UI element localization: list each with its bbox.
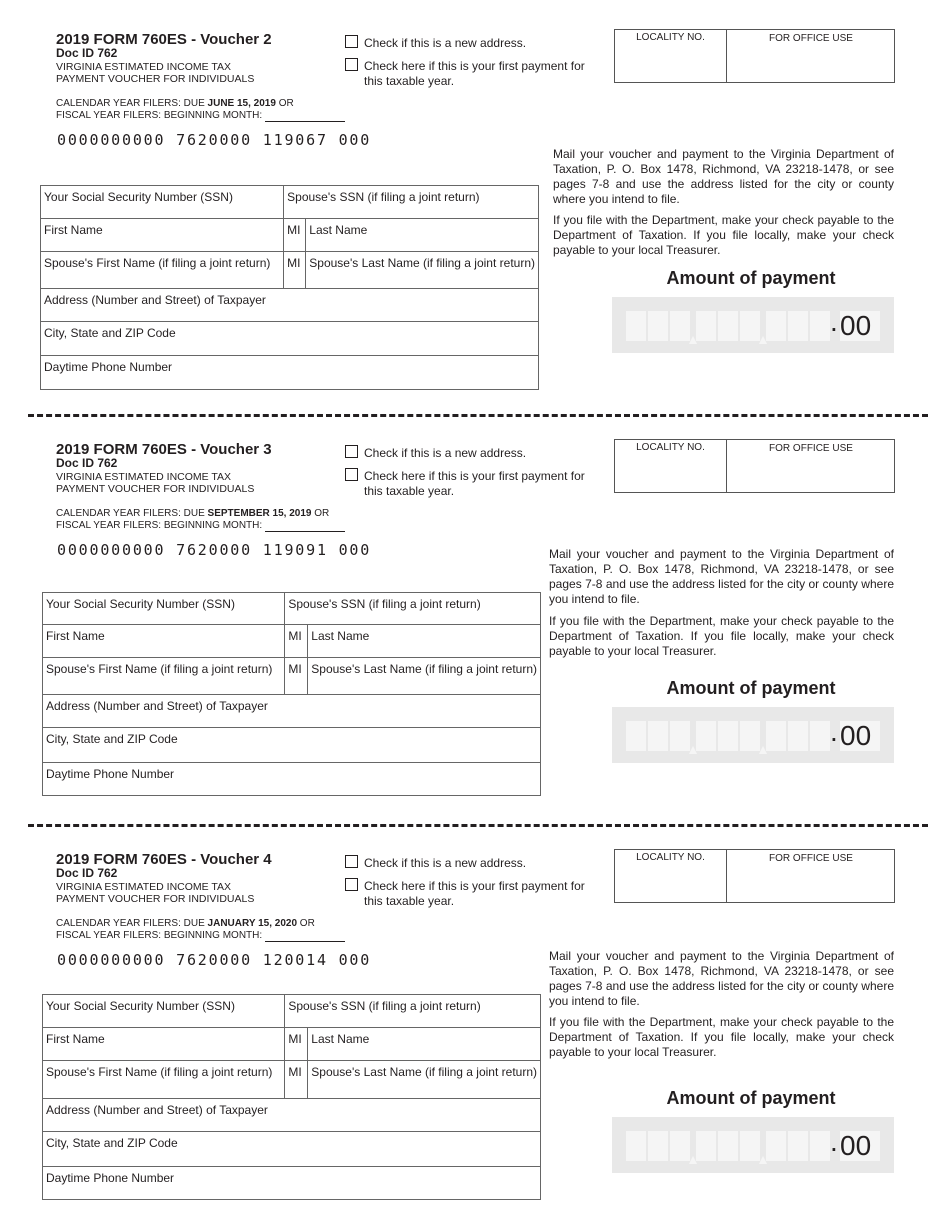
doc-id: Doc ID 762 [56,46,118,60]
spouse-ssn-field[interactable] [285,593,541,625]
spouse-mi-label: MI [288,662,302,676]
amount-cents: 00 [840,721,880,751]
amount-cents: 00 [840,311,880,341]
spouse-first-name-label: Spouse's First Name (if filing a joint return) [44,256,271,270]
amount-cells[interactable] [626,311,828,341]
last-name-field[interactable] [308,625,541,658]
address-label: Address (Number and Street) of Taxpayer [46,1103,268,1117]
first-name-label: First Name [46,629,105,643]
mi-field[interactable] [284,219,306,252]
address-field[interactable] [43,695,541,728]
for-office-use: FOR OFFICE USE [769,33,853,44]
office-box [614,29,895,83]
new-address-checkbox[interactable] [345,35,358,48]
mail-instructions: Mail your voucher and payment to the Virginia Department of Taxation, P. O. Box 1478, Richmond, VA 23218-1478, or see pages 7-8 and use the address listed for the city or county where you intend to file. [549,949,894,1008]
ssn-field[interactable] [41,186,284,219]
fiscal-line [56,930,345,942]
first-payment-label: Check here if this is your first payment for this taxable year. [364,469,585,498]
voucher-4 [0,820,950,1230]
first-name-label: First Name [46,1032,105,1046]
amount-decimal: . [830,306,838,337]
mi-label: MI [288,1032,302,1046]
city-field[interactable] [41,322,539,356]
mi-label: MI [288,629,302,643]
last-name-label: Last Name [311,629,370,643]
voucher-title: 2019 FORM 760ES - Voucher 4 [56,851,272,868]
due-line [56,508,329,520]
amount-cells[interactable] [626,721,828,751]
address-label: Address (Number and Street) of Taxpayer [44,293,266,307]
payable-instructions: If you file with the Department, make your check payable to the Department of Taxation. If you file locally, make your check payable to your local Treasurer. [549,1015,894,1059]
due-prefix: CALENDAR YEAR FILERS: DUE [56,98,208,109]
ssn-label: Your Social Security Number (SSN) [44,190,233,204]
spouse-last-name-field[interactable] [308,658,541,695]
last-name-label: Last Name [311,1032,370,1046]
mi-field[interactable] [285,625,308,658]
spouse-first-name-field[interactable] [43,658,285,695]
phone-field[interactable] [41,356,539,390]
spouse-ssn-label: Spouse's SSN (if filing a joint return) [287,190,480,204]
ssn-label: Your Social Security Number (SSN) [46,597,235,611]
voucher-2 [0,0,950,410]
due-date: SEPTEMBER 15, 2019 [207,508,312,519]
subtitle-tax: VIRGINIA ESTIMATED INCOME TAX [56,471,232,483]
spouse-first-name-field[interactable] [41,252,284,289]
first-name-field[interactable] [41,219,284,252]
amount-cells[interactable] [626,1131,828,1161]
phone-field[interactable] [43,763,541,796]
spouse-last-name-label: Spouse's Last Name (if filing a joint return) [309,256,535,270]
address-field[interactable] [43,1099,541,1132]
fiscal-label: FISCAL YEAR FILERS: BEGINNING MONTH: [56,520,263,531]
subtitle-voucher: PAYMENT VOUCHER FOR INDIVIDUALS [56,73,255,85]
due-suffix: OR [311,508,330,519]
due-line [56,918,315,930]
subtitle-tax: VIRGINIA ESTIMATED INCOME TAX [56,61,232,73]
taxpayer-info-table [40,185,539,390]
city-label: City, State and ZIP Code [46,1136,178,1150]
spouse-ssn-field[interactable] [284,186,539,219]
first-payment-checkbox[interactable] [345,878,358,891]
first-payment-label: Check here if this is your first payment for this taxable year. [364,879,585,908]
spouse-mi-label: MI [288,1065,302,1079]
due-prefix: CALENDAR YEAR FILERS: DUE [56,508,208,519]
spouse-mi-field[interactable] [285,658,308,695]
payable-instructions: If you file with the Department, make your check payable to the Department of Taxation. If you file locally, make your check payable to your local Treasurer. [549,614,894,658]
voucher-3 [0,410,950,820]
locality-no[interactable]: LOCALITY NO. [615,30,727,82]
subtitle-voucher: PAYMENT VOUCHER FOR INDIVIDUALS [56,483,255,495]
taxpayer-info-table [42,592,541,796]
spouse-last-name-field[interactable] [308,1061,541,1099]
due-suffix: OR [297,918,315,929]
doc-id: Doc ID 762 [56,866,118,880]
fiscal-line [56,110,345,122]
fiscal-month-field[interactable] [265,521,345,532]
new-address-label: Check if this is a new address. [364,36,527,50]
spouse-ssn-label: Spouse's SSN (if filing a joint return) [288,597,481,611]
scanline: 0000000000 7620000 119067 000 [57,131,372,149]
first-payment-label: Check here if this is your first payment for this taxable year. [364,59,585,88]
locality-no[interactable]: LOCALITY NO. [615,440,727,492]
phone-label: Daytime Phone Number [46,1171,175,1185]
locality-no[interactable]: LOCALITY NO. [615,850,727,902]
spouse-mi-field[interactable] [284,252,306,289]
phone-label: Daytime Phone Number [46,767,175,781]
scanline: 0000000000 7620000 119091 000 [57,541,372,559]
spouse-last-name-label: Spouse's Last Name (if filing a joint return) [311,662,537,676]
amount-cents: 00 [840,1131,880,1161]
amount-title: Amount of payment [666,678,836,698]
new-address-label: Check if this is a new address. [364,446,527,460]
first-payment-checkbox[interactable] [345,468,358,481]
voucher-title: 2019 FORM 760ES - Voucher 2 [56,31,272,48]
mail-instructions: Mail your voucher and payment to the Virginia Department of Taxation, P. O. Box 1478, Richmond, VA 23218-1478, or see pages 7-8 and use the address listed for the city or county where you intend to file. [553,147,894,206]
fiscal-month-field[interactable] [265,111,345,122]
ssn-field[interactable] [43,593,285,625]
due-prefix: CALENDAR YEAR FILERS: DUE [56,918,208,929]
fiscal-line [56,520,345,532]
due-date: JUNE 15, 2019 [207,98,276,109]
amount-field[interactable] [612,297,894,353]
city-field[interactable] [43,1132,541,1167]
first-name-field[interactable] [43,625,285,658]
ssn-label: Your Social Security Number (SSN) [46,999,235,1013]
spouse-ssn-label: Spouse's SSN (if filing a joint return) [288,999,481,1013]
amount-title: Amount of payment [666,1088,836,1108]
for-office-use: FOR OFFICE USE [769,853,853,864]
city-label: City, State and ZIP Code [46,732,178,746]
payable-instructions: If you file with the Department, make your check payable to the Department of Taxation. If you file locally, make your check payable to your local Treasurer. [553,213,894,257]
due-line [56,98,294,110]
taxpayer-info-table [42,994,541,1200]
city-field[interactable] [43,728,541,763]
spouse-last-name-field[interactable] [306,252,539,289]
due-date: JANUARY 15, 2020 [207,918,298,929]
fiscal-label: FISCAL YEAR FILERS: BEGINNING MONTH: [56,930,263,941]
spouse-first-name-field[interactable] [43,1061,285,1099]
last-name-field[interactable] [306,219,539,252]
city-label: City, State and ZIP Code [44,326,176,340]
mail-instructions: Mail your voucher and payment to the Virginia Department of Taxation, P. O. Box 1478, Richmond, VA 23218-1478, or see pages 7-8 and use the address listed for the city or county where you intend to file. [549,547,894,606]
spouse-ssn-field[interactable] [285,995,541,1028]
address-field[interactable] [41,289,539,322]
subtitle-tax: VIRGINIA ESTIMATED INCOME TAX [56,881,232,893]
mi-label: MI [287,223,301,237]
spouse-mi-field[interactable] [285,1061,308,1099]
voucher-title: 2019 FORM 760ES - Voucher 3 [56,441,272,458]
spouse-last-name-label: Spouse's Last Name (if filing a joint return) [311,1065,537,1079]
scanline: 0000000000 7620000 120014 000 [57,951,372,969]
mi-field[interactable] [285,1028,308,1061]
amount-decimal: . [830,1126,838,1157]
spouse-mi-label: MI [287,256,301,270]
amount-title: Amount of payment [666,268,836,288]
phone-label: Daytime Phone Number [44,360,173,374]
phone-field[interactable] [43,1167,541,1200]
amount-field[interactable] [612,1117,894,1173]
ssn-field[interactable] [43,995,285,1028]
office-box [614,849,895,903]
for-office-use: FOR OFFICE USE [769,443,853,454]
last-name-label: Last Name [309,223,368,237]
spouse-first-name-label: Spouse's First Name (if filing a joint return) [46,662,273,676]
new-address-label: Check if this is a new address. [364,856,527,870]
new-address-checkbox[interactable] [345,855,358,868]
last-name-field[interactable] [308,1028,541,1061]
first-name-field[interactable] [43,1028,285,1061]
first-name-label: First Name [44,223,103,237]
amount-decimal: . [830,716,838,747]
due-suffix: OR [275,98,294,109]
fiscal-label: FISCAL YEAR FILERS: BEGINNING MONTH: [56,110,263,121]
subtitle-voucher: PAYMENT VOUCHER FOR INDIVIDUALS [56,893,255,905]
doc-id: Doc ID 762 [56,456,118,470]
fiscal-month-field[interactable] [265,931,345,942]
first-payment-checkbox[interactable] [345,58,358,71]
office-box [614,439,895,493]
spouse-first-name-label: Spouse's First Name (if filing a joint return) [46,1065,273,1079]
address-label: Address (Number and Street) of Taxpayer [46,699,268,713]
new-address-checkbox[interactable] [345,445,358,458]
amount-field[interactable] [612,707,894,763]
